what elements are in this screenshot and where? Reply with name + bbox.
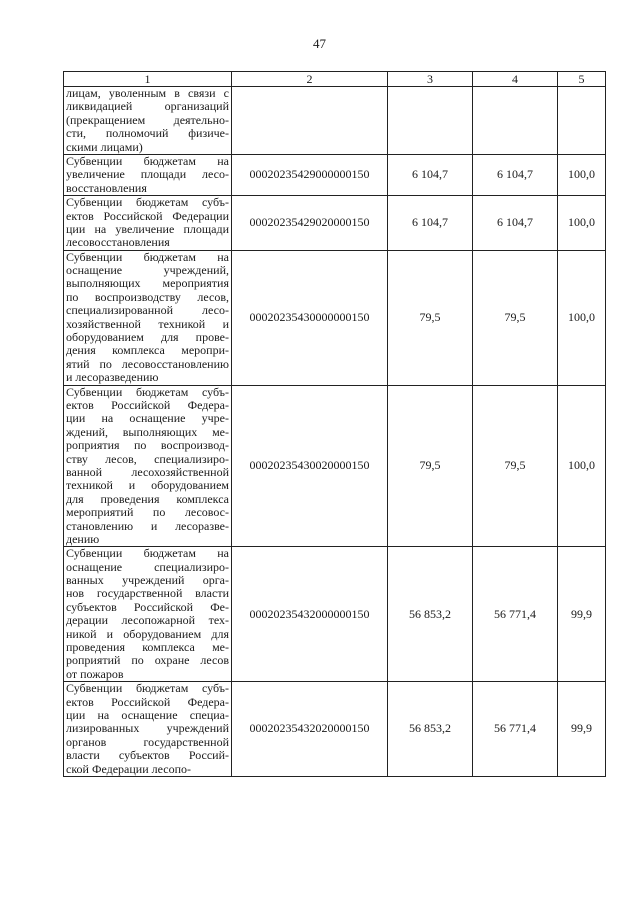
percent-cell: 99,9 [558, 682, 606, 777]
description-line: оборудованием для прове- [66, 330, 229, 345]
description-line: ции на оснащение специа- [66, 707, 229, 722]
row-description [64, 682, 232, 777]
budget-code-cell: 00020235429000000150 [232, 154, 388, 195]
description-line: увеличение площади лесо- [66, 167, 229, 182]
description-line: ектов Российской Федера- [66, 694, 229, 709]
planned-amount-cell: 6 104,7 [388, 196, 473, 251]
row-description [64, 547, 232, 682]
description-line: Субвенции бюджетам субъ- [66, 681, 229, 696]
description-line: дерации лесопожарной тех- [66, 613, 229, 628]
budget-code-cell: 00020235432020000150 [232, 682, 388, 777]
column-header: 3 [388, 72, 473, 87]
budget-code-cell: 00020235430000000150 [232, 250, 388, 385]
description-line: лизированных учреждений [66, 721, 229, 736]
planned-amount-cell [388, 87, 473, 155]
description-line: для проведения комплекса [66, 491, 229, 506]
description-line: ектов Российской Федерации [66, 208, 229, 223]
description-line: Субвенции бюджетам субъ- [66, 195, 229, 210]
budget-code-cell: 00020235429020000150 [232, 196, 388, 251]
description-line: ванной лесохозяйственной [66, 464, 229, 479]
description-line: оснащение специализиро- [66, 559, 229, 574]
description-line: дения комплекса меропри- [66, 343, 229, 358]
row-description [64, 196, 232, 251]
table-row [64, 250, 606, 385]
percent-cell: 100,0 [558, 154, 606, 195]
description-line: Субвенции бюджетам субъ- [66, 384, 229, 399]
description-line: ванных учреждений орга- [66, 573, 229, 588]
table-row [64, 547, 606, 682]
description-line: специализированной лесо- [66, 303, 229, 318]
description-line: субъектов Российской Фе- [66, 599, 229, 614]
table-row [64, 682, 606, 777]
planned-amount-cell: 79,5 [388, 385, 473, 547]
description-line: ству лесов, специализиро- [66, 451, 229, 466]
description-line: ликвидацией организаций [66, 99, 229, 114]
planned-amount-cell: 56 853,2 [388, 547, 473, 682]
description-line: по воспроизводству лесов, [66, 289, 229, 304]
actual-amount-cell: 6 104,7 [473, 196, 558, 251]
row-description [64, 87, 232, 155]
description-line: техникой и оборудованием [66, 478, 229, 493]
description-line: роприятия по воспроизвод- [66, 438, 229, 453]
description-line: ции на оснащение учре- [66, 411, 229, 426]
budget-code-cell [232, 87, 388, 155]
actual-amount-cell: 56 771,4 [473, 547, 558, 682]
description-line: оснащение учреждений, [66, 263, 229, 278]
table-row [64, 385, 606, 547]
description-line: Субвенции бюджетам на [66, 546, 229, 561]
column-header: 2 [232, 72, 388, 87]
description-line: власти субъектов Россий- [66, 748, 229, 763]
description-line: роприятий по охране лесов [66, 653, 229, 668]
table-row [64, 87, 606, 155]
planned-amount-cell: 79,5 [388, 250, 473, 385]
planned-amount-cell: 56 853,2 [388, 682, 473, 777]
table-row [64, 154, 606, 195]
actual-amount-cell: 79,5 [473, 250, 558, 385]
description-line: становлению и лесоразве- [66, 518, 229, 533]
description-line: никой и оборудованием для [66, 626, 229, 641]
description-line: выполняющих мероприятия [66, 276, 229, 291]
description-line: хозяйственной техникой и [66, 316, 229, 331]
description-line: сти, полномочий физиче- [66, 126, 229, 141]
actual-amount-cell: 56 771,4 [473, 682, 558, 777]
page-number: 47 [313, 36, 326, 51]
description-line: и лесоразведению [66, 370, 159, 385]
row-description [64, 385, 232, 547]
description-line: ской Федерации лесопо- [66, 761, 191, 776]
description-line: мероприятий по лесовос- [66, 505, 229, 520]
description-line: от пожаров [66, 666, 124, 681]
percent-cell [558, 87, 606, 155]
planned-amount-cell: 6 104,7 [388, 154, 473, 195]
description-line: ятий по лесовосстановлению [66, 356, 229, 371]
column-header: 1 [64, 72, 232, 87]
row-description [64, 250, 232, 385]
actual-amount-cell: 6 104,7 [473, 154, 558, 195]
percent-cell: 99,9 [558, 547, 606, 682]
description-line: ектов Российской Федера- [66, 397, 229, 412]
percent-cell: 100,0 [558, 385, 606, 547]
budget-code-cell: 00020235432000000150 [232, 547, 388, 682]
description-line: ждений, выполняющих ме- [66, 424, 229, 439]
budget-table [63, 71, 606, 777]
description-line: Субвенции бюджетам на [66, 249, 229, 264]
description-line: нов государственной власти [66, 586, 229, 601]
description-line: органов государственной [66, 734, 229, 749]
column-header: 5 [558, 72, 606, 87]
table-row [64, 196, 606, 251]
description-line: ции на увеличение площади [66, 221, 229, 236]
description-line: лицам, уволенным в связи с [66, 86, 229, 100]
percent-cell: 100,0 [558, 250, 606, 385]
description-line: скими лицами) [66, 139, 143, 154]
percent-cell: 100,0 [558, 196, 606, 251]
budget-code-cell: 00020235430020000150 [232, 385, 388, 547]
table-header-row [64, 72, 606, 87]
description-line: восстановления [66, 180, 147, 195]
row-description [64, 154, 232, 195]
description-line: лесовосстановления [66, 235, 170, 250]
description-line: Субвенции бюджетам на [66, 153, 229, 168]
description-line: дению [66, 531, 100, 546]
column-header: 4 [473, 72, 558, 87]
actual-amount-cell: 79,5 [473, 385, 558, 547]
description-line: (прекращением деятельно- [66, 112, 229, 127]
actual-amount-cell [473, 87, 558, 155]
description-line: проведения комплекса ме- [66, 640, 229, 655]
